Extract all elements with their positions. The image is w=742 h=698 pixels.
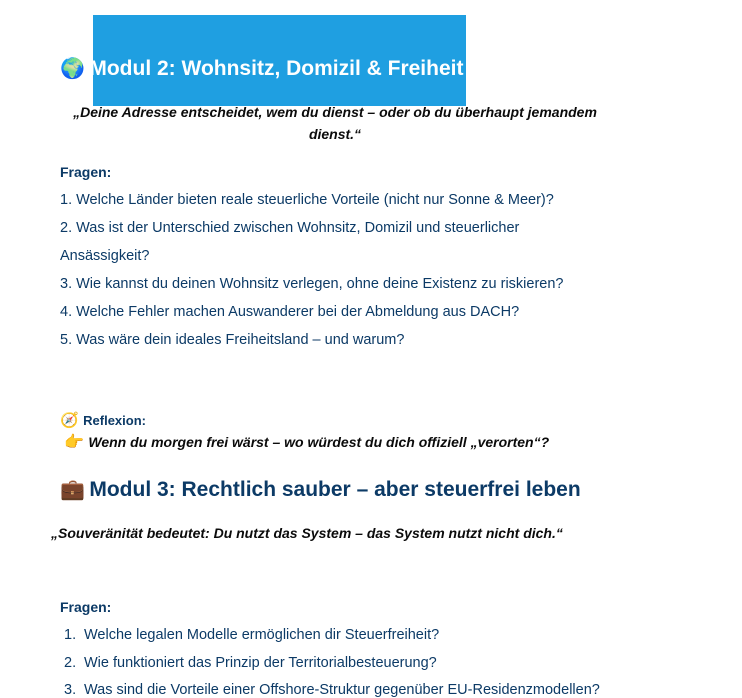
reflexion-header <box>60 411 146 430</box>
list-item-text: Wie funktioniert das Prinzip der Territorialbesteuerung? <box>84 655 437 671</box>
reflexion-label: Reflexion: <box>83 413 146 428</box>
modul3-fragen-label: Fragen: <box>60 599 112 615</box>
list-item <box>64 682 600 698</box>
globe-icon: 🌍 <box>60 56 85 80</box>
list-item-number: 3. <box>64 682 77 698</box>
modul2-quote-line2: dienst.“ <box>308 126 362 142</box>
reflexion-question-row <box>64 432 549 452</box>
modul2-quote <box>60 101 610 145</box>
modul2-fragen-label: Fragen: <box>60 164 112 180</box>
list-item: Ansässigkeit? <box>60 248 150 264</box>
list-item-number: 2. <box>64 655 77 671</box>
list-item-number: 1. <box>64 627 77 643</box>
modul3-title: Modul 3: Rechtlich sauber – aber steuerfrei leben <box>89 478 581 501</box>
compass-icon: 🧭 <box>60 411 79 429</box>
modul2-title: Modul 2: Wohnsitz, Domizil & Freiheit <box>89 57 464 80</box>
list-item: 4. Welche Fehler machen Auswanderer bei der Abmeldung aus DACH? <box>60 304 520 320</box>
pointing-hand-icon: 👉 <box>64 432 84 451</box>
modul2-question-list <box>60 186 564 354</box>
reflexion-question: Wenn du morgen frei wärst – wo würdest du dich offiziell „verorten“? <box>88 434 550 450</box>
list-item <box>64 627 439 643</box>
list-item: 1. Welche Länder bieten reale steuerliche Vorteile (nicht nur Sonne & Meer)? <box>60 192 554 208</box>
modul2-heading <box>60 56 463 81</box>
modul3-quote: „Souveränität bedeutet: Du nutzt das System – das System nutzt nicht dich.“ <box>51 525 563 541</box>
modul2-quote-line1: „Deine Adresse entscheidet, wem du dienst – oder ob du überhaupt jemandem <box>73 104 597 120</box>
list-item: 3. Wie kannst du deinen Wohnsitz verlegen, ohne deine Existenz zu riskieren? <box>60 276 564 292</box>
modul3-heading <box>60 477 581 502</box>
list-item <box>64 655 437 671</box>
briefcase-icon: 💼 <box>60 477 85 501</box>
list-item-text: Was sind die Vorteile einer Offshore-Struktur gegenüber EU-Residenzmodellen? <box>84 682 600 698</box>
list-item: 2. Was ist der Unterschied zwischen Wohnsitz, Domizil und steuerlicher <box>60 220 520 236</box>
list-item: 5. Was wäre dein ideales Freiheitsland – und warum? <box>60 332 405 348</box>
list-item-text: Welche legalen Modelle ermöglichen dir Steuerfreiheit? <box>84 627 440 643</box>
